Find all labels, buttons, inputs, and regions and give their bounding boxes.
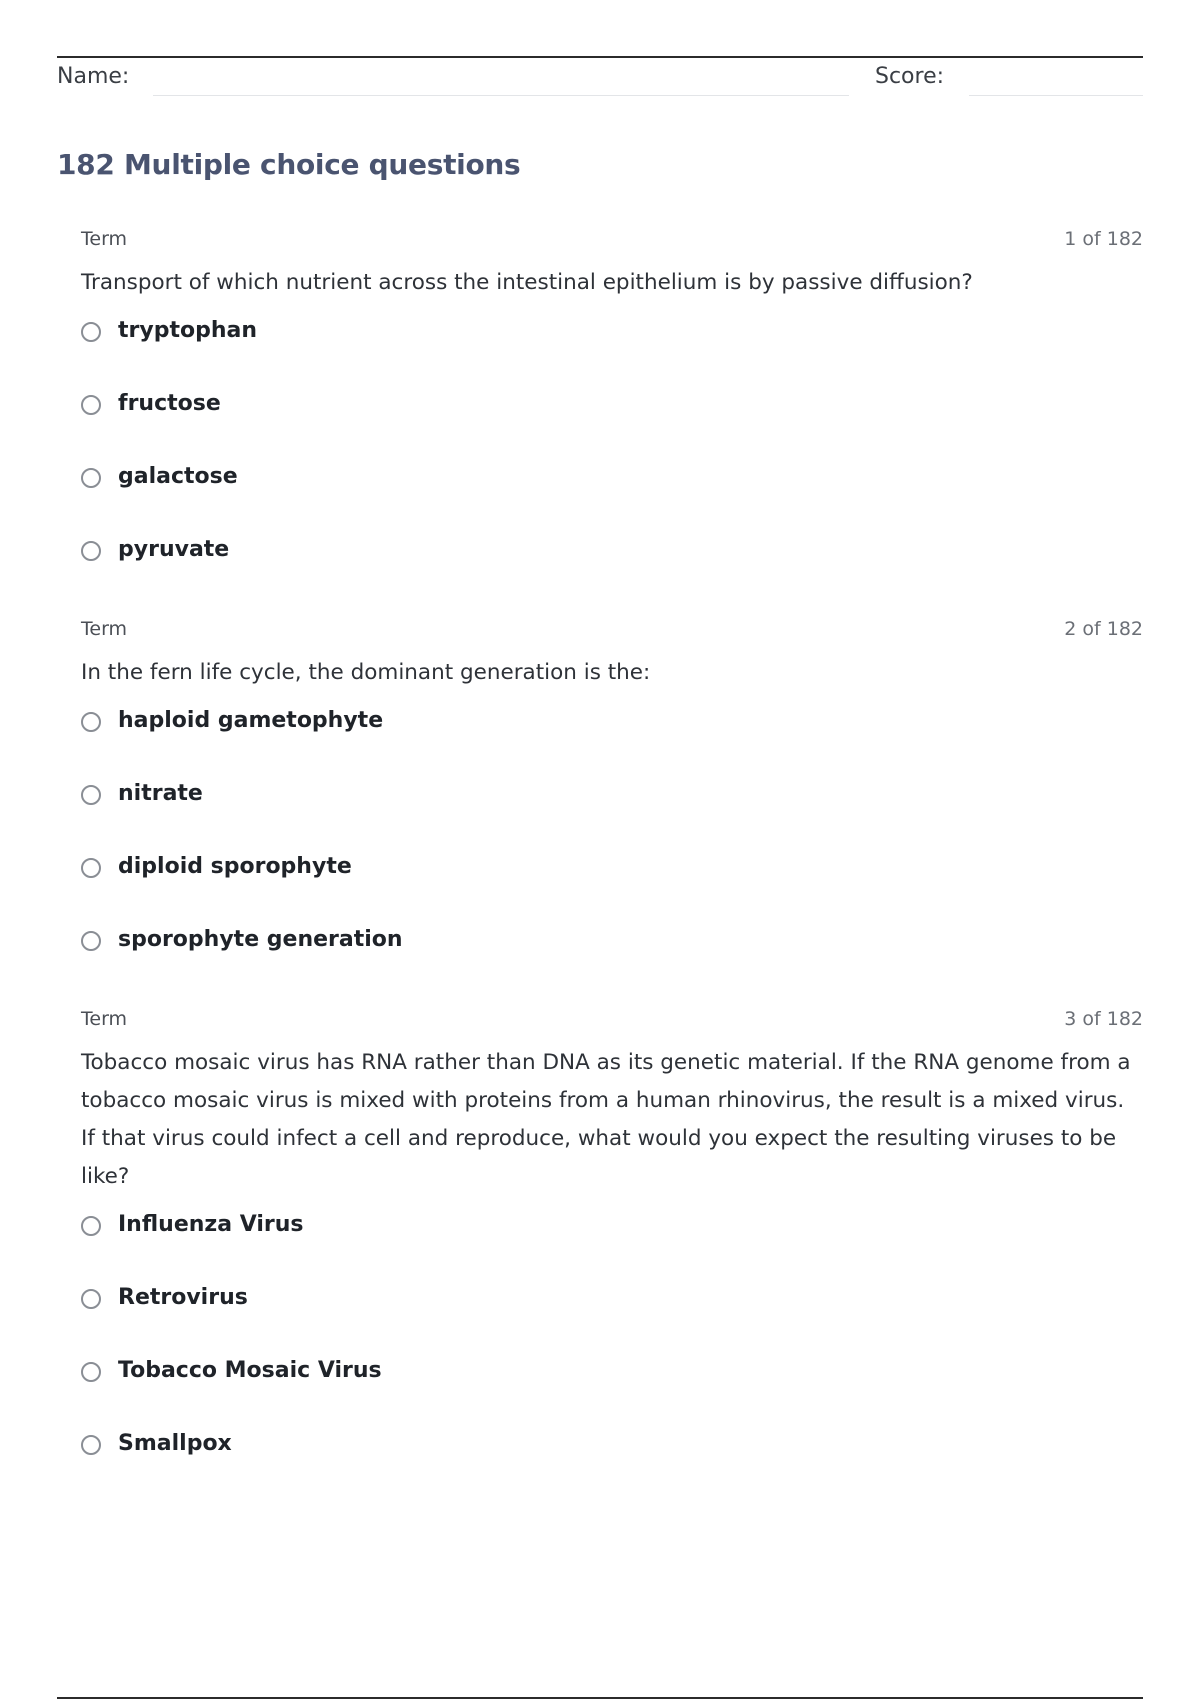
question-counter: 1 of 182: [1064, 228, 1143, 250]
header-row: [57, 60, 1143, 100]
answer-option-label: Smallpox: [118, 1431, 232, 1456]
name-field[interactable]: [153, 95, 849, 96]
answer-option[interactable]: [81, 464, 1143, 541]
answer-option-label: Influenza Virus: [118, 1212, 304, 1237]
question-text: Transport of which nutrient across the intestinal epithelium is by passive diffusion?: [81, 270, 973, 295]
question-header: [81, 228, 1143, 254]
radio-button-icon[interactable]: [81, 395, 101, 415]
answer-option[interactable]: [81, 927, 1143, 1004]
answer-option-label: sporophyte generation: [118, 927, 403, 952]
question-card: [81, 1008, 1143, 1508]
question-counter: 3 of 182: [1064, 1008, 1143, 1030]
answer-option[interactable]: [81, 1431, 1143, 1508]
question-counter: 2 of 182: [1064, 618, 1143, 640]
radio-button-icon[interactable]: [81, 1435, 101, 1455]
term-label: Term: [81, 1008, 128, 1030]
question-card: [81, 618, 1143, 1004]
section-title: 182 Multiple choice questions: [57, 148, 521, 181]
answer-option-label: Tobacco Mosaic Virus: [118, 1358, 382, 1383]
answer-option-label: fructose: [118, 391, 221, 416]
answer-option-label: diploid sporophyte: [118, 854, 352, 879]
answer-option[interactable]: [81, 537, 1143, 614]
answer-option-label: galactose: [118, 464, 238, 489]
radio-button-icon[interactable]: [81, 785, 101, 805]
question-text: In the fern life cycle, the dominant generation is the:: [81, 660, 651, 685]
question-text: Tobacco mosaic virus has RNA rather than DNA as its genetic material. If the RNA genome from a tobacco mosaic virus is mixed with proteins from a human rhinovirus, the result is a mixed virus. If that virus could infect a cell and reproduce, what would you expect the resulting viruses to be like?: [81, 1050, 1131, 1189]
answer-option[interactable]: [81, 781, 1143, 858]
answer-option[interactable]: [81, 1285, 1143, 1362]
answer-options: [81, 1212, 1143, 1508]
answer-option-label: haploid gametophyte: [118, 708, 384, 733]
answer-options: [81, 708, 1143, 1004]
answer-option-label: Retrovirus: [118, 1285, 248, 1310]
question-card: [81, 228, 1143, 614]
radio-button-icon[interactable]: [81, 712, 101, 732]
bottom-rule: [57, 1697, 1143, 1699]
radio-button-icon[interactable]: [81, 322, 101, 342]
answer-option[interactable]: [81, 708, 1143, 785]
term-label: Term: [81, 228, 128, 250]
answer-options: [81, 318, 1143, 614]
term-label: Term: [81, 618, 128, 640]
answer-option[interactable]: [81, 1358, 1143, 1435]
radio-button-icon[interactable]: [81, 858, 101, 878]
answer-option[interactable]: [81, 1212, 1143, 1289]
question-header: [81, 1008, 1143, 1034]
answer-option-label: tryptophan: [118, 318, 258, 343]
answer-option-label: pyruvate: [118, 537, 230, 562]
score-field[interactable]: [969, 95, 1143, 96]
answer-option[interactable]: [81, 854, 1143, 931]
radio-button-icon[interactable]: [81, 468, 101, 488]
answer-option[interactable]: [81, 318, 1143, 395]
radio-button-icon[interactable]: [81, 541, 101, 561]
radio-button-icon[interactable]: [81, 1216, 101, 1236]
question-header: [81, 618, 1143, 644]
radio-button-icon[interactable]: [81, 1289, 101, 1309]
score-label: Score:: [875, 64, 945, 89]
answer-option-label: nitrate: [118, 781, 203, 806]
radio-button-icon[interactable]: [81, 931, 101, 951]
name-label: Name:: [57, 64, 130, 89]
answer-option[interactable]: [81, 391, 1143, 468]
top-rule: [57, 56, 1143, 58]
radio-button-icon[interactable]: [81, 1362, 101, 1382]
